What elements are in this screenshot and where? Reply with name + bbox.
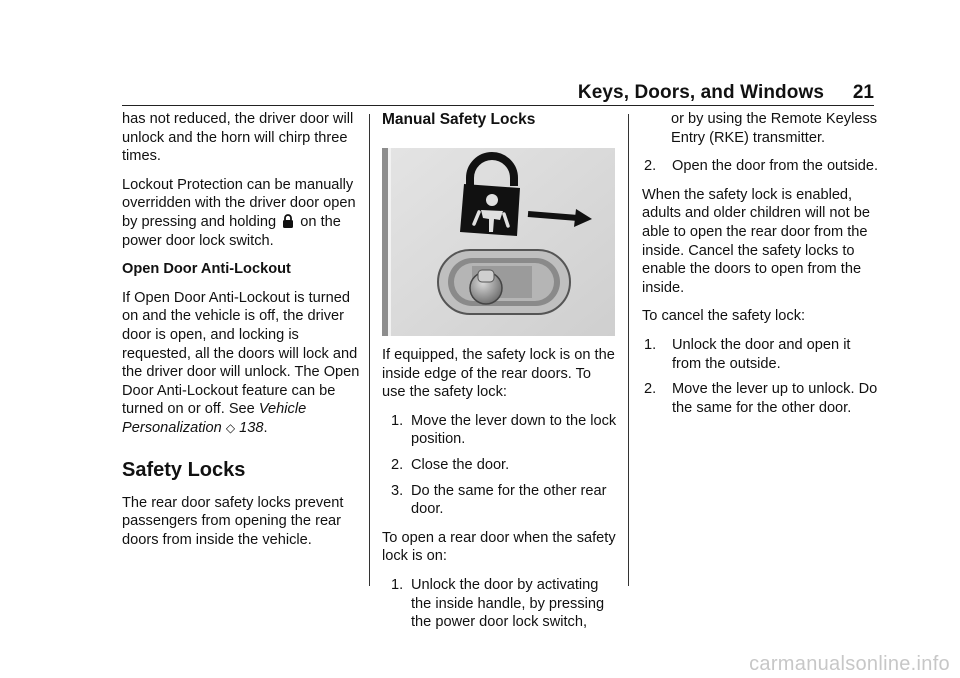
paragraph: has not reduced, the driver door will unlock and the horn will chirp three times. [122, 111, 354, 165]
list-item-text: Close the door. [411, 456, 510, 473]
paragraph: The rear door safety locks prevent passengers from opening the rear doors from inside the vehicle. [122, 494, 344, 548]
page-section-title: Keys, Doors, and Windows [577, 82, 824, 103]
cross-reference-link[interactable]: Vehicle Personalization [122, 401, 307, 436]
numbered-list [642, 157, 882, 176]
section-heading: Safety Locks [122, 458, 246, 481]
list-number: 2. [644, 381, 657, 398]
list-item [382, 412, 618, 449]
paragraph: If equipped, the safety lock is on the inside edge of the rear doors. To use the safety lock: [382, 347, 615, 401]
subheading: Open Door Anti-Lockout [122, 261, 291, 278]
list-item-text: Unlock the door by activating the inside handle, by pressing the power door lock switch, [411, 576, 605, 631]
paragraph: To open a rear door when the safety lock is on: [382, 529, 616, 565]
list-item [382, 482, 618, 519]
column-middle [382, 110, 618, 642]
column-left [122, 110, 362, 559]
column-right [642, 110, 882, 427]
paragraph [122, 176, 362, 250]
list-item [382, 576, 618, 632]
numbered-list [642, 336, 882, 417]
paragraph [122, 289, 362, 438]
list-item [642, 157, 882, 176]
list-number: 2. [391, 456, 404, 473]
header-divider [122, 105, 874, 106]
punctuation: . [263, 419, 268, 436]
numbered-list [382, 412, 618, 519]
page-number: 21 [852, 82, 874, 103]
list-item-text: Move the lever down to the lock position. [411, 412, 617, 448]
list-item-continuation: or by using the Remote Keyless Entry (RKE) transmitter. [671, 111, 878, 146]
page-reference-icon: ◇ [225, 420, 236, 435]
column-divider [369, 114, 370, 586]
list-item [382, 456, 618, 475]
paragraph: To cancel the safety lock: [642, 308, 806, 325]
list-item [642, 380, 882, 417]
subsection-heading: Manual Safety Locks [382, 111, 536, 128]
list-item-text: Open the door from the outside. [672, 158, 879, 175]
paragraph-text: on the power door lock switch. [122, 213, 341, 249]
list-number: 3. [391, 482, 404, 499]
list-item-text: Unlock the door and open it from the outside. [672, 336, 851, 372]
watermark: carmanualsonline.info [749, 653, 950, 675]
column-divider [628, 114, 629, 586]
paragraph-text: If Open Door Anti-Lockout is turned on and the vehicle is off, the driver door is open, and locking is requested, all the doors will lock and the driver door will unlock. The Open Door Anti-Lockout feature can be turned on or off. See [122, 289, 360, 418]
child-safety-lock-illustration [382, 148, 615, 336]
page-reference[interactable]: 138 [239, 419, 264, 436]
list-item [642, 336, 882, 373]
numbered-list [382, 576, 618, 632]
list-number: 2. [644, 158, 657, 175]
lock-icon [282, 214, 294, 228]
list-number: 1. [391, 576, 404, 593]
list-number: 1. [644, 336, 657, 353]
paragraph-text: Lockout Protection can be manually overridden with the driver door open by pressing and holding [122, 176, 356, 230]
list-number: 1. [391, 412, 404, 429]
list-item-text: Move the lever up to unlock. Do the same for the other door. [672, 381, 878, 416]
paragraph: When the safety lock is enabled, adults and older children will not be able to open the rear door from the inside. Cancel the safety locks to enable the doors to open from the inside. [642, 186, 870, 296]
list-item-text: Do the same for the other rear door. [411, 482, 607, 518]
